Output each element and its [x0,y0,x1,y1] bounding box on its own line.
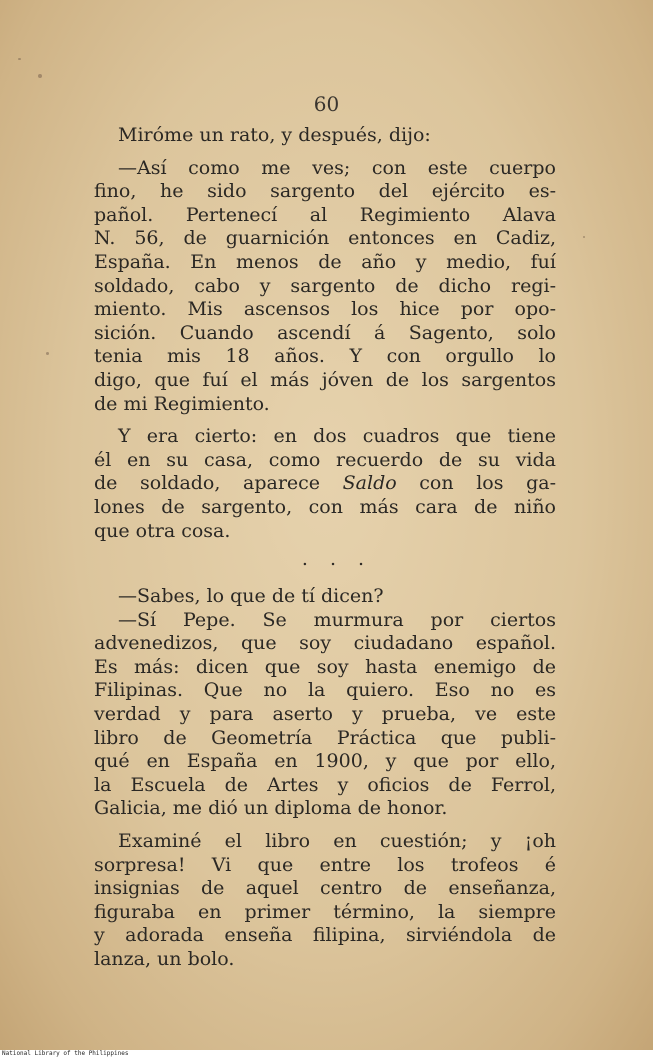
text-line: lones de sargento, con más cara de niño [94,495,556,518]
text-line: y adorada enseña filipina, sirviéndola de [94,924,556,947]
body-text [94,124,556,972]
text-line: —Sabes, lo que de tí dicen? [118,585,384,608]
text-line: digo, que fuí el más jóven de los sargentos [94,368,556,391]
paper-speck [583,236,585,238]
text-line: España. En menos de año y medio, fuí [94,250,556,273]
text-line: Filipinas. Que no la quiero. Eso no es [94,679,556,702]
italic-name: Saldo [342,472,397,495]
text-line: Miróme un rato, y después, dijo: [118,124,431,146]
text-line: Y era cierto: en dos cuadros que tiene [118,425,556,448]
text-line: lanza, un bolo. [94,948,235,970]
library-credit: National Library of the Philippines [2,1050,129,1057]
text-line: verdad y para aserto y prueba, ve este [94,703,556,726]
text-line: Galicia, me dió un diploma de honor. [94,797,448,820]
page-number: 60 [313,92,340,116]
text-line: él en su casa, como recuerdo de su vida [94,448,556,471]
text-line: pañol. Pertenecí al Regimiento Alava [94,203,556,226]
text-line: N. 56, de guarnición entonces en Cadiz, [94,227,556,250]
text-line: advenedizos, que soy ciudadano español. [94,632,556,655]
text-line: sorpresa! Vi que entre los trofeos é [94,853,556,876]
text-line: de mi Regimiento. [94,392,270,415]
text-line: fino, he sido sargento del ejército es- [94,180,556,203]
paper-speck [38,74,42,78]
text-line: la Escuela de Artes y oficios de Ferrol, [94,773,556,796]
text-line: sición. Cuando ascendí á Sagento, solo [94,321,556,344]
paper-speck [18,58,21,60]
text-line: —Así como me ves; con este cuerpo [118,156,556,179]
section-separator: . . . [301,548,373,571]
text-line: que otra cosa. [94,519,231,542]
text-line: insignias de aquel centro de enseñanza, [94,877,556,900]
paper-speck [46,352,49,355]
text-line: miento. Mis ascensos los hice por opo- [94,298,556,321]
text-line-with-italic: de soldado, aparece Saldo con los ga- [94,472,556,495]
text-line: —Sí Pepe. Se murmura por ciertos [118,608,556,631]
text-line: Examiné el libro en cuestión; y ¡oh [118,830,556,853]
text-line: figuraba en primer término, la siempre [94,900,556,923]
text-line: Es más: dicen que soy hasta enemigo de [94,655,556,678]
text-line: libro de Geometría Práctica que publi- [94,726,556,749]
text-line: qué en España en 1900, y que por ello, [94,750,556,773]
text-line: soldado, cabo y sargento de dicho regi- [94,274,556,297]
text-line: tenia mis 18 años. Y con orgullo lo [94,345,556,368]
